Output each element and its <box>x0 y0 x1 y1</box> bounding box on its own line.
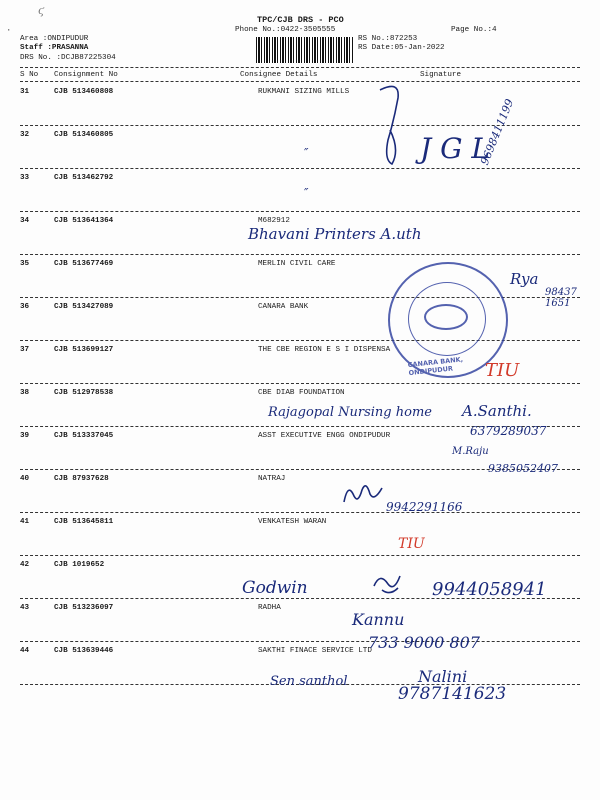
row-divider <box>20 512 580 513</box>
area-label: Area :ONDIPUDUR <box>20 35 89 43</box>
row43-phone: 733 9000 807 <box>368 633 480 652</box>
row-divider <box>20 641 580 642</box>
row41-tiu-mark: TIU <box>398 536 425 552</box>
row-consignment-number: CJB 513337045 <box>54 432 114 440</box>
row-consignee-details: CBE DIAB FOUNDATION <box>258 389 345 397</box>
phone-number: Phone No.:0422-3505555 <box>235 26 336 34</box>
drs-number: DRS No. :DCJB87225304 <box>20 54 116 62</box>
row33-signature: J G L <box>420 132 490 165</box>
row38-phone: 6379289037 <box>470 424 547 438</box>
row-consignment-number: CJB 87937628 <box>54 475 109 483</box>
row-consignment-number: CJB 513427089 <box>54 303 114 311</box>
row31-signature-scribble <box>370 80 410 170</box>
row-divider <box>20 211 580 212</box>
row-consignee-details: RUKMANI SIZING MILLS <box>258 88 350 96</box>
row-consignment-number: CJB 513236097 <box>54 604 114 612</box>
doc-title: TPC/CJB DRS - PCO <box>257 15 344 25</box>
row-consignment-number: CJB 513639446 <box>54 647 114 655</box>
col-consignment: Consignment No <box>54 71 118 79</box>
row-serial-number: 40 <box>20 475 30 483</box>
row34-signature: Bhavani Printers A.uth <box>248 225 422 243</box>
row-consignment-number: CJB 1019652 <box>54 561 105 569</box>
row-serial-number: 34 <box>20 217 30 225</box>
row-serial-number: 43 <box>20 604 30 612</box>
barcode <box>256 37 354 63</box>
row40-phone: 9942291166 <box>386 500 463 514</box>
row42-phone: 9944058941 <box>432 579 547 600</box>
row-consignee-details: M682912 <box>258 217 290 225</box>
row-serial-number: 35 <box>20 260 30 268</box>
col-sno: S No <box>20 71 39 79</box>
col-consignee: Consignee Details <box>240 71 318 79</box>
row-consignment-number: CJB 513641364 <box>54 217 114 225</box>
corner-scribble: ϛ <box>38 4 45 17</box>
row-divider <box>20 383 580 384</box>
col-signature: Signature <box>420 71 462 79</box>
row-consignment-number: CJB 513460805 <box>54 131 114 139</box>
row-consignee-details: NATRAJ <box>258 475 286 483</box>
row33-ditto-mark: ″ <box>304 186 309 200</box>
row42-name: Godwin <box>242 578 308 598</box>
row-consignment-number: CJB 513677469 <box>54 260 114 268</box>
row39-signature: M.Raju <box>452 446 489 457</box>
row-consignment-number: CJB 513460808 <box>54 88 114 96</box>
row33-phone: 9698411199 <box>478 97 517 167</box>
row44-phone: 9787141623 <box>398 684 507 704</box>
row44-signature: Nalini <box>418 667 468 686</box>
row-consignment-number: CJB 513645811 <box>54 518 114 526</box>
row37-tiu-mark: TIU <box>485 360 520 381</box>
row42-signature-scribble <box>370 570 404 596</box>
corner-mark: · <box>6 26 12 36</box>
header-divider-top <box>20 67 580 68</box>
row-divider <box>20 168 580 169</box>
row44-name: Sen santhol <box>270 674 348 689</box>
row40-signature-scribble <box>340 478 386 506</box>
row32-ditto-mark: ″ <box>304 146 309 160</box>
row35-phone: 98437 1651 <box>545 287 577 309</box>
row39-phone: 9385052407 <box>488 462 558 475</box>
row-divider <box>20 555 580 556</box>
staff-label: Staff :PRASANNA <box>20 44 89 52</box>
row-serial-number: 42 <box>20 561 30 569</box>
row-consignee-details: CANARA BANK <box>258 303 309 311</box>
row-consignee-details: MERLIN CIVIL CARE <box>258 260 336 268</box>
row-consignee-details: THE CBE REGION E S I DISPENSA <box>258 346 391 354</box>
row-serial-number: 31 <box>20 88 30 96</box>
row-serial-number: 44 <box>20 647 30 655</box>
row-consignment-number: CJB 513699127 <box>54 346 114 354</box>
row-consignment-number: CJB 513462792 <box>54 174 114 182</box>
row-serial-number: 41 <box>20 518 30 526</box>
row-serial-number: 36 <box>20 303 30 311</box>
header-divider-bottom <box>20 81 580 82</box>
row-serial-number: 33 <box>20 174 30 182</box>
row-consignee-details: SAKTHI FINACE SERVICE LTD <box>258 647 372 655</box>
row-consignee-details: ASST EXECUTIVE ENGG ONDIPUDUR <box>258 432 391 440</box>
row-divider <box>20 254 580 255</box>
row38-signature: A.Santhi. <box>462 402 532 420</box>
stamp-text: CANARA BANK, ONDIPUDUR <box>407 355 464 378</box>
rs-number: RS No.:872253 <box>358 35 418 43</box>
stamp-emblem <box>424 304 468 330</box>
row-serial-number: 38 <box>20 389 30 397</box>
row-serial-number: 37 <box>20 346 30 354</box>
row-serial-number: 39 <box>20 432 30 440</box>
row43-signature: Kannu <box>352 610 405 629</box>
page-number: Page No.:4 <box>451 26 497 34</box>
row35-signature: Rya <box>510 270 539 288</box>
row-serial-number: 32 <box>20 131 30 139</box>
rs-date: RS Date:05-Jan-2022 <box>358 44 445 52</box>
row38-name: Rajagopal Nursing home <box>268 405 432 420</box>
row-consignee-details: RADHA <box>258 604 281 612</box>
row-consignee-details: VENKATESH WARAN <box>258 518 327 526</box>
row-consignment-number: CJB 512978538 <box>54 389 114 397</box>
